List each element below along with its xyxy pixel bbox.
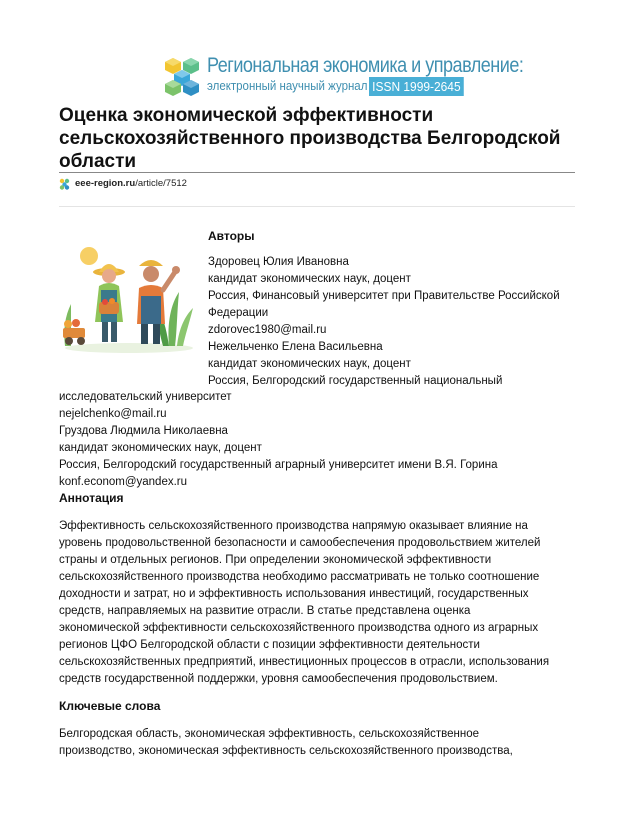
- annotation-line: сельскохозяйственного производства необходимо рассматривать не только соотношение: [59, 571, 540, 583]
- annotation-line: доходности и затрат, но и эффективность использования инвестиций, государственных: [59, 588, 529, 600]
- author-line: Россия, Белгородский государственный аграрный университет имени В.Я. Горина: [59, 459, 498, 471]
- annotation-heading: Аннотация: [59, 491, 124, 505]
- annotation-line: средств государственной поддержки, уровня самообеспечения продовольствием.: [59, 673, 498, 685]
- title-line: Оценка экономической эффективности: [59, 105, 434, 126]
- author-line: исследовательский университет: [59, 391, 232, 403]
- article-title: [59, 104, 579, 173]
- journal-title: Региональная экономика и управление:: [207, 54, 524, 77]
- annotation-text: [59, 518, 575, 688]
- author-line: Здоровец Юлия Ивановна: [208, 256, 349, 268]
- annotation-line: страны и отдельных регионов. При определении экономической эффективности: [59, 554, 492, 566]
- journal-subtitle: электронный научный журнал: [207, 79, 368, 93]
- author-line: Нежельченко Елена Васильевна: [208, 341, 383, 353]
- author-line: Федерации: [208, 307, 269, 319]
- author-line: Груздова Людмила Николаевна: [59, 425, 228, 437]
- author-email[interactable]: konf.econom@yandex.ru: [59, 476, 188, 488]
- source-divider: [59, 206, 575, 207]
- author-line: Россия, Белгородский государственный национальный: [208, 375, 503, 387]
- authors-list-continued: [59, 389, 575, 491]
- keywords-heading: Ключевые слова: [59, 699, 161, 713]
- annotation-line: экономической эффективности сельскохозяйственного производства одного из аграрных: [59, 622, 539, 634]
- annotation-line: уровень продовольственной безопасности и самообеспечения продовольствием жителей: [59, 537, 541, 549]
- keywords-line: Белгородская область, экономическая эффективность, сельскохозяйственное: [59, 728, 480, 740]
- keywords-text: [59, 726, 575, 760]
- source-domain: eee-region.ru: [75, 178, 136, 189]
- title-line: области: [59, 151, 137, 172]
- issn-badge: ISSN 1999-2645: [369, 77, 464, 96]
- authors-heading: Авторы: [208, 229, 255, 243]
- author-line: Россия, Финансовый университет при Правительстве Российской: [208, 290, 560, 302]
- hexagon-cubes-icon: [163, 56, 203, 98]
- keywords-line: производство, экономическая эффективность сельскохозяйственного производства,: [59, 745, 513, 757]
- journal-logo[interactable]: [163, 54, 524, 100]
- site-favicon-icon: [59, 178, 71, 190]
- source-path: /article/7512: [135, 178, 187, 189]
- annotation-line: сельскохозяйственных предприятий, инвестиционных процессов в отрасли, использования: [59, 656, 550, 668]
- author-email[interactable]: zdorovec1980@mail.ru: [208, 324, 327, 336]
- author-email[interactable]: nejelchenko@mail.ru: [59, 408, 167, 420]
- farmers-illustration: [59, 242, 195, 354]
- author-line: кандидат экономических наук, доцент: [59, 442, 262, 454]
- title-divider: [59, 172, 575, 173]
- author-line: кандидат экономических наук, доцент: [208, 358, 411, 370]
- title-line: сельскохозяйственного производства Белгородской: [59, 128, 561, 149]
- annotation-line: регионов ЦФО Белгородской области с позиции эффективности деятельности: [59, 639, 480, 651]
- author-line: кандидат экономических наук, доцент: [208, 273, 411, 285]
- annotation-line: Эффективность сельскохозяйственного производства напрямую оказывает влияние на: [59, 520, 528, 532]
- annotation-line: средств, направляемых на развитие отрасли. В статье представлена оценка: [59, 605, 471, 617]
- authors-list: [208, 254, 578, 390]
